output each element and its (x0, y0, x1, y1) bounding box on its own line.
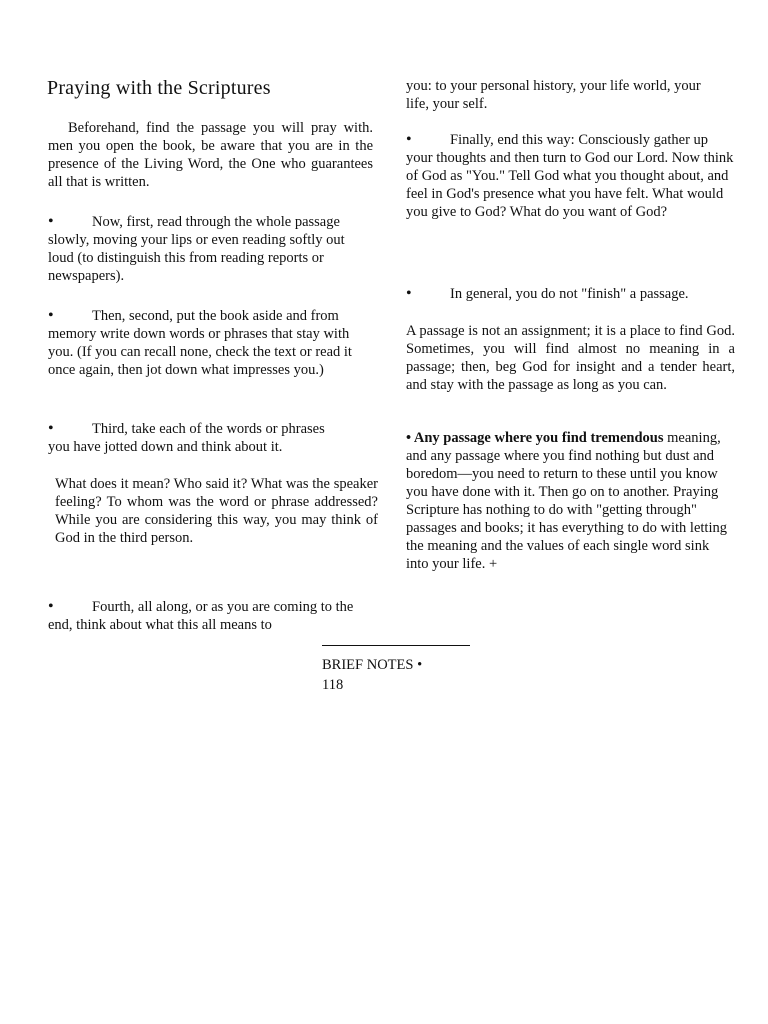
list-item-general (406, 285, 696, 303)
bullet-icon: • (48, 307, 54, 324)
intro-paragraph: Beforehand, find the passage you will pray with. men you open the book, be aware that you are in the presence of the Living Word, the One who guarantees all that is written. (48, 120, 373, 190)
step-4-text: Fourth, all along, or as you are coming to the end, think about what this all means to (48, 599, 354, 633)
any-passage-text: meaning, and any passage where you find nothing but dust and boredom—you need to return to these until you know you have done with it. Then go on to another. Praying Scripture has nothing to do with "getting through" passages and books; it has everything to do with letting the meaning and the values of each single word sink into your life. + (406, 430, 727, 572)
list-item-step-5 (406, 131, 736, 221)
page-number: 118 (322, 677, 344, 693)
any-passage-paragraph (406, 429, 730, 573)
general-body-paragraph: A passage is not an assignment; it is a place to find God. Sometimes, you will find almost no meaning in a passage; then, beg God for insight and a tender heart, and stay with the passage as long as you can. (406, 323, 735, 393)
step-4-continuation: you: to your personal history, your life world, your life, your self. (406, 78, 701, 112)
step-5-text: Finally, end this way: Consciously gather up your thoughts and then turn to God our Lord. Now think of God as "You." Tell God what you thought about, and feel in God's presence what you have felt. What would you give to God? What do you want of God? (406, 132, 734, 220)
page-title: Praying with the Scriptures (47, 77, 271, 99)
footer-label: BRIEF NOTES • (322, 657, 423, 673)
footer-divider (322, 645, 470, 646)
general-lead-text: In general, you do not "finish" a passage. (450, 286, 689, 302)
bullet-icon: • (406, 131, 412, 148)
step-3-questions: What does it mean? Who said it? What was the speaker feeling? To whom was the word or phrase addressed? While you are considering this way, you may think of God in the third person. (55, 476, 378, 546)
step-3-text: Third, take each of the words or phrases you have jotted down and think about it. (48, 421, 325, 455)
bullet-icon: • (406, 285, 412, 302)
list-item-step-2 (48, 307, 364, 379)
list-item-step-1 (48, 213, 358, 285)
list-item-step-3 (48, 420, 343, 456)
list-item-step-4 (48, 598, 376, 634)
step-1-text: Now, first, read through the whole passage slowly, moving your lips or even reading softly out loud (to distinguish this from reading reports or newspapers). (48, 214, 345, 284)
bullet-icon: • (48, 420, 54, 437)
any-passage-bold-lead: • Any passage where you find tremendous (406, 430, 664, 446)
step-2-text: Then, second, put the book aside and from memory write down words or phrases that stay with you. (If you can recall none, check the text or read it once again, then jot down what impresses you.) (48, 308, 352, 378)
bullet-icon: • (48, 213, 54, 230)
bullet-icon: • (48, 598, 54, 615)
